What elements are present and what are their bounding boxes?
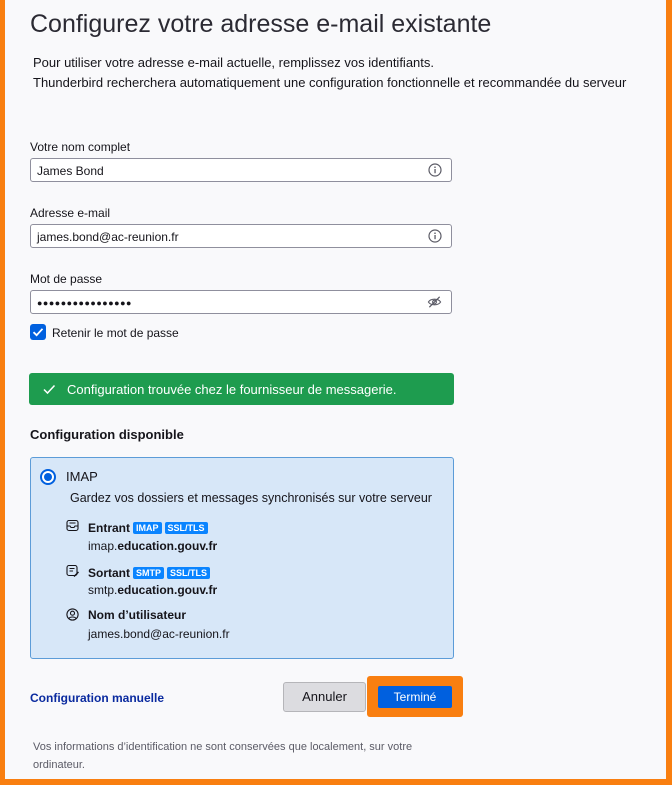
outgoing-host xyxy=(88,583,217,597)
password-value: ●●●●●●●●●●●●●●●● xyxy=(37,298,132,308)
account-setup-panel xyxy=(5,0,666,779)
protocol-label: IMAP xyxy=(66,469,98,484)
username-value: james.bond@ac-reunion.fr xyxy=(88,627,230,641)
password-label: Mot de passe xyxy=(30,272,103,286)
check-icon xyxy=(42,382,56,396)
remember-password-checkbox[interactable] xyxy=(30,324,46,340)
info-icon[interactable] xyxy=(428,163,442,177)
incoming-host xyxy=(88,539,217,553)
manual-config-link[interactable]: Configuration manuelle xyxy=(30,691,165,705)
imap-config-card[interactable] xyxy=(30,457,454,659)
available-config-title: Configuration disponible xyxy=(30,427,184,442)
cancel-button[interactable]: Annuler xyxy=(283,682,366,712)
full-name-field[interactable] xyxy=(30,158,452,182)
outbox-icon xyxy=(66,564,79,577)
full-name-value: James Bond xyxy=(37,164,104,178)
imap-radio[interactable] xyxy=(40,469,56,485)
name-label: Votre nom complet xyxy=(30,140,131,154)
protocol-description: Gardez vos dossiers et messages synchronisés sur votre serveur xyxy=(70,491,432,505)
page-title: Configurez votre adresse e-mail existante xyxy=(30,10,492,38)
username-label: Nom d’utilisateur xyxy=(88,608,187,622)
outgoing-row xyxy=(88,564,210,582)
outgoing-host-domain: education.gouv.fr xyxy=(117,583,218,597)
outgoing-protocol-badge: SMTP xyxy=(133,567,164,579)
incoming-row xyxy=(88,519,208,537)
info-icon[interactable] xyxy=(428,229,442,243)
eye-slash-icon[interactable] xyxy=(427,295,442,309)
credentials-footnote: Vos informations d’identification ne sont conservées que localement, sur votre ordinateur. xyxy=(33,741,413,771)
email-field[interactable] xyxy=(30,224,452,248)
checkmark-icon xyxy=(30,324,46,340)
user-icon xyxy=(66,608,79,621)
success-banner xyxy=(29,373,454,405)
outgoing-security-badge: SSL/TLS xyxy=(167,567,210,579)
incoming-protocol-badge: IMAP xyxy=(133,522,162,534)
success-banner-text: Configuration trouvée chez le fournisseur de messagerie. xyxy=(67,382,397,397)
email-value: james.bond@ac-reunion.fr xyxy=(37,230,179,244)
remember-password-label: Retenir le mot de passe xyxy=(52,326,179,340)
done-button[interactable]: Terminé xyxy=(378,686,452,708)
intro-line-1: Pour utiliser votre adresse e-mail actuelle, remplissez vos identifiants. xyxy=(33,55,435,70)
incoming-host-domain: education.gouv.fr xyxy=(117,539,218,553)
intro-line-2: Thunderbird recherchera automatiquement une configuration fonctionnelle et recommandée du serveur xyxy=(33,75,627,90)
outgoing-label: Sortant xyxy=(88,566,130,580)
incoming-security-badge: SSL/TLS xyxy=(165,522,208,534)
email-label: Adresse e-mail xyxy=(30,206,111,220)
incoming-host-prefix: imap. xyxy=(88,539,118,553)
outgoing-host-prefix: smtp. xyxy=(88,583,118,597)
inbox-icon xyxy=(66,519,79,532)
password-field[interactable] xyxy=(30,290,452,314)
incoming-label: Entrant xyxy=(88,521,130,535)
